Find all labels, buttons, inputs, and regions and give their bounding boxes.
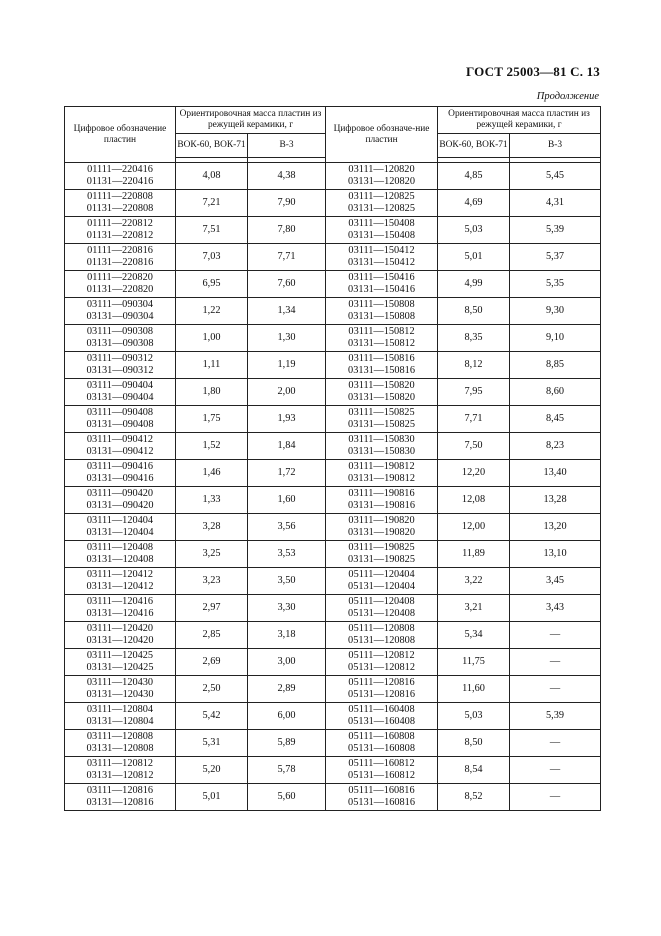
- insert-code: 03131—150825: [348, 419, 415, 430]
- code-cell-right: [326, 244, 438, 271]
- mass-vok-right: 12,08: [438, 487, 510, 514]
- code-cell-left: [65, 730, 176, 757]
- mass-v3-right: 9,10: [510, 325, 601, 352]
- code-cell-left: [65, 406, 176, 433]
- header-vok-right: ВОК-60, ВОК-71: [438, 134, 510, 158]
- insert-code: 05131—160408: [348, 716, 415, 727]
- mass-v3-left: 7,90: [248, 190, 326, 217]
- insert-code: 03111—120420: [86, 622, 154, 634]
- code-cell-left: [65, 487, 176, 514]
- mass-vok-right: 7,95: [438, 379, 510, 406]
- code-cell-right: [326, 325, 438, 352]
- mass-vok-right: 5,34: [438, 622, 510, 649]
- insert-code: 03111—150820: [348, 379, 415, 391]
- mass-vok-right: 4,69: [438, 190, 510, 217]
- insert-code: 03111—150408: [348, 217, 415, 229]
- table-row: [65, 730, 601, 757]
- mass-vok-left: 1,33: [176, 487, 248, 514]
- code-cell-right: [326, 433, 438, 460]
- insert-code: 03131—120804: [86, 716, 154, 727]
- insert-code: 03131—150808: [348, 311, 415, 322]
- insert-code: 03131—120412: [86, 581, 154, 592]
- insert-code: 03131—150416: [348, 284, 415, 295]
- code-cell-right: [326, 190, 438, 217]
- insert-code: 03131—150820: [348, 392, 415, 403]
- insert-code: 05131—160812: [348, 770, 415, 781]
- mass-vok-right: 5,03: [438, 217, 510, 244]
- insert-code: 05111—120408: [348, 595, 415, 607]
- code-cell-right: [326, 595, 438, 622]
- code-cell-left: [65, 757, 176, 784]
- mass-v3-right: —: [510, 622, 601, 649]
- mass-v3-right: 13,20: [510, 514, 601, 541]
- insert-code: 03131—150408: [348, 230, 415, 241]
- mass-v3-right: —: [510, 676, 601, 703]
- mass-vok-right: 7,50: [438, 433, 510, 460]
- table-row: [65, 217, 601, 244]
- code-cell-right: [326, 622, 438, 649]
- mass-v3-left: 5,78: [248, 757, 326, 784]
- header-v3-left: В-3: [248, 134, 326, 158]
- document-reference: ГОСТ 25003—81 С. 13: [466, 64, 600, 79]
- insert-code: 03131—190816: [348, 500, 415, 511]
- mass-vok-right: 8,50: [438, 298, 510, 325]
- mass-vok-right: 12,00: [438, 514, 510, 541]
- insert-code: 05111—160816: [348, 784, 415, 796]
- mass-v3-left: 4,38: [248, 163, 326, 190]
- insert-code: 03131—090420: [86, 500, 154, 511]
- mass-v3-right: 5,45: [510, 163, 601, 190]
- mass-vok-right: 12,20: [438, 460, 510, 487]
- insert-code: 03111—150412: [348, 244, 415, 256]
- code-cell-left: [65, 514, 176, 541]
- mass-vok-left: 1,11: [176, 352, 248, 379]
- insert-code: 03131—090404: [86, 392, 154, 403]
- code-cell-left: [65, 325, 176, 352]
- header-vok-left: ВОК-60, ВОК-71: [176, 134, 248, 158]
- mass-v3-right: 13,28: [510, 487, 601, 514]
- code-cell-right: [326, 649, 438, 676]
- mass-v3-left: 2,00: [248, 379, 326, 406]
- header-code-left: Цифровое обозначение пластин: [65, 107, 176, 163]
- mass-vok-right: 11,89: [438, 541, 510, 568]
- insert-code: 03111—120825: [348, 190, 415, 202]
- mass-v3-right: 13,40: [510, 460, 601, 487]
- mass-vok-right: 11,60: [438, 676, 510, 703]
- insert-code: 03111—190816: [348, 487, 415, 499]
- insert-code: 05111—120816: [348, 676, 415, 688]
- mass-v3-left: 1,30: [248, 325, 326, 352]
- mass-vok-right: 11,75: [438, 649, 510, 676]
- code-cell-right: [326, 352, 438, 379]
- mass-v3-right: —: [510, 730, 601, 757]
- code-cell-right: [326, 487, 438, 514]
- insert-code: 03131—090416: [86, 473, 154, 484]
- code-cell-right: [326, 757, 438, 784]
- insert-code: 03111—150830: [348, 433, 415, 445]
- mass-vok-right: 5,03: [438, 703, 510, 730]
- table-row: [65, 163, 601, 190]
- table-row: [65, 379, 601, 406]
- insert-code: 03111—090308: [86, 325, 154, 337]
- mass-v3-left: 1,93: [248, 406, 326, 433]
- mass-vok-right: 8,52: [438, 784, 510, 811]
- code-cell-right: [326, 784, 438, 811]
- mass-vok-right: 3,22: [438, 568, 510, 595]
- mass-vok-right: 5,01: [438, 244, 510, 271]
- insert-code: 05111—120404: [348, 568, 415, 580]
- mass-vok-left: 5,31: [176, 730, 248, 757]
- code-cell-right: [326, 298, 438, 325]
- insert-code: 05111—120812: [348, 649, 415, 661]
- code-cell-right: [326, 379, 438, 406]
- code-cell-left: [65, 271, 176, 298]
- mass-vok-left: 2,69: [176, 649, 248, 676]
- insert-code: 05131—120808: [348, 635, 415, 646]
- insert-code: 01131—220808: [86, 203, 154, 214]
- mass-v3-right: 3,43: [510, 595, 601, 622]
- insert-code: 03111—090404: [86, 379, 154, 391]
- insert-code: 03111—120812: [86, 757, 154, 769]
- table-row: [65, 487, 601, 514]
- mass-v3-right: 8,60: [510, 379, 601, 406]
- mass-v3-right: 9,30: [510, 298, 601, 325]
- insert-code: 05131—160808: [348, 743, 415, 754]
- header-mass-right: Ориентировочная масса пластин из режущей керамики, г: [438, 107, 601, 134]
- insert-code: 03111—090304: [86, 298, 154, 310]
- insert-code: 03111—090408: [86, 406, 154, 418]
- table-row: [65, 595, 601, 622]
- mass-vok-right: 8,35: [438, 325, 510, 352]
- mass-v3-right: 5,37: [510, 244, 601, 271]
- mass-v3-left: 5,89: [248, 730, 326, 757]
- mass-v3-left: 1,34: [248, 298, 326, 325]
- code-cell-right: [326, 514, 438, 541]
- mass-vok-left: 5,42: [176, 703, 248, 730]
- mass-v3-left: 3,50: [248, 568, 326, 595]
- code-cell-right: [326, 703, 438, 730]
- code-cell-left: [65, 568, 176, 595]
- insert-code: 03131—190825: [348, 554, 415, 565]
- insert-code: 03131—090312: [86, 365, 154, 376]
- insert-code: 03111—090312: [86, 352, 154, 364]
- table-row: [65, 541, 601, 568]
- insert-code: 03131—120425: [86, 662, 154, 673]
- insert-code: 03111—120820: [348, 163, 415, 175]
- insert-code: 03131—120808: [86, 743, 154, 754]
- insert-code: 03111—120404: [86, 514, 154, 526]
- header-mass-left: Ориентировочная масса пластин из режущей керамики, г: [176, 107, 326, 134]
- mass-v3-right: 3,45: [510, 568, 601, 595]
- insert-code: 03111—150808: [348, 298, 415, 310]
- insert-code: 03131—150830: [348, 446, 415, 457]
- mass-vok-left: 2,50: [176, 676, 248, 703]
- code-cell-right: [326, 676, 438, 703]
- mass-v3-left: 6,00: [248, 703, 326, 730]
- header-code-right: Цифровое обозначе-ние пластин: [326, 107, 438, 163]
- code-cell-right: [326, 730, 438, 757]
- insert-code: 03131—150412: [348, 257, 415, 268]
- code-cell-left: [65, 703, 176, 730]
- insert-code: 03131—120408: [86, 554, 154, 565]
- code-cell-right: [326, 217, 438, 244]
- mass-v3-left: 1,84: [248, 433, 326, 460]
- insert-code: 05111—120808: [348, 622, 415, 634]
- table-row: [65, 406, 601, 433]
- mass-vok-right: 8,12: [438, 352, 510, 379]
- insert-code: 03131—090408: [86, 419, 154, 430]
- mass-v3-left: 3,18: [248, 622, 326, 649]
- insert-code: 01131—220820: [86, 284, 154, 295]
- code-cell-left: [65, 190, 176, 217]
- code-cell-left: [65, 622, 176, 649]
- mass-v3-left: 5,60: [248, 784, 326, 811]
- insert-code: 01111—220812: [87, 217, 153, 229]
- insert-code: 03131—120825: [348, 203, 415, 214]
- mass-vok-left: 1,00: [176, 325, 248, 352]
- mass-vok-left: 1,52: [176, 433, 248, 460]
- mass-v3-left: 1,60: [248, 487, 326, 514]
- code-cell-left: [65, 352, 176, 379]
- table-row: [65, 460, 601, 487]
- mass-v3-right: 5,39: [510, 703, 601, 730]
- table-row: [65, 703, 601, 730]
- continuation-label: Продолжение: [536, 91, 599, 102]
- mass-vok-right: 4,99: [438, 271, 510, 298]
- code-cell-left: [65, 298, 176, 325]
- code-cell-right: [326, 271, 438, 298]
- table-row: [65, 622, 601, 649]
- mass-vok-right: 3,21: [438, 595, 510, 622]
- mass-vok-left: 1,46: [176, 460, 248, 487]
- insert-code: 01131—220416: [86, 176, 154, 187]
- insert-code: 03131—120430: [86, 689, 154, 700]
- mass-vok-left: 7,21: [176, 190, 248, 217]
- mass-vok-left: 6,95: [176, 271, 248, 298]
- mass-vok-right: 7,71: [438, 406, 510, 433]
- mass-v3-left: 3,00: [248, 649, 326, 676]
- insert-code: 01131—220812: [86, 230, 154, 241]
- mass-vok-left: 1,22: [176, 298, 248, 325]
- insert-code: 03111—120412: [86, 568, 154, 580]
- mass-vok-left: 5,20: [176, 757, 248, 784]
- code-cell-left: [65, 460, 176, 487]
- insert-code: 01111—220820: [87, 271, 153, 283]
- mass-v3-left: 7,80: [248, 217, 326, 244]
- mass-v3-left: 1,19: [248, 352, 326, 379]
- mass-v3-left: 2,89: [248, 676, 326, 703]
- table-row: [65, 433, 601, 460]
- insert-code: 05131—120816: [348, 689, 415, 700]
- code-cell-right: [326, 541, 438, 568]
- mass-vok-left: 2,97: [176, 595, 248, 622]
- insert-code: 03131—120420: [86, 635, 154, 646]
- insert-code: 03111—190820: [348, 514, 415, 526]
- code-cell-left: [65, 649, 176, 676]
- mass-vok-left: 3,23: [176, 568, 248, 595]
- mass-v3-right: —: [510, 757, 601, 784]
- insert-code: 05111—160812: [348, 757, 415, 769]
- mass-vok-left: 5,01: [176, 784, 248, 811]
- insert-code: 05111—160408: [348, 703, 415, 715]
- table-row: [65, 190, 601, 217]
- insert-code: 03131—120816: [86, 797, 154, 808]
- mass-v3-right: 4,31: [510, 190, 601, 217]
- insert-code: 03111—190825: [348, 541, 415, 553]
- mass-vok-left: 7,03: [176, 244, 248, 271]
- insert-code: 01111—220416: [87, 163, 153, 175]
- mass-v3-right: —: [510, 649, 601, 676]
- mass-vok-left: 2,85: [176, 622, 248, 649]
- table-row: [65, 325, 601, 352]
- insert-code: 03111—150812: [348, 325, 415, 337]
- table-row: [65, 649, 601, 676]
- table-row: [65, 244, 601, 271]
- mass-v3-left: 1,72: [248, 460, 326, 487]
- mass-v3-left: 3,30: [248, 595, 326, 622]
- insert-code: 03131—120820: [348, 176, 415, 187]
- insert-code: 03111—120430: [86, 676, 154, 688]
- code-cell-left: [65, 379, 176, 406]
- mass-v3-left: 3,53: [248, 541, 326, 568]
- mass-v3-left: 3,56: [248, 514, 326, 541]
- insert-code: 05111—160808: [348, 730, 415, 742]
- header-v3-right: В-3: [510, 134, 601, 158]
- insert-code: 03111—120816: [86, 784, 154, 796]
- code-cell-left: [65, 217, 176, 244]
- insert-code: 01131—220816: [86, 257, 154, 268]
- mass-vok-left: 4,08: [176, 163, 248, 190]
- code-cell-left: [65, 433, 176, 460]
- table-row: [65, 676, 601, 703]
- code-cell-left: [65, 784, 176, 811]
- insert-code: 05131—160816: [348, 797, 415, 808]
- code-cell-right: [326, 568, 438, 595]
- table-row: [65, 784, 601, 811]
- insert-code: 03111—120808: [86, 730, 154, 742]
- mass-v3-right: 8,23: [510, 433, 601, 460]
- code-cell-right: [326, 460, 438, 487]
- insert-code: 03131—190812: [348, 473, 415, 484]
- mass-vok-right: 4,85: [438, 163, 510, 190]
- code-cell-left: [65, 541, 176, 568]
- insert-code: 03131—150816: [348, 365, 415, 376]
- mass-vok-right: 8,54: [438, 757, 510, 784]
- insert-code: 05131—120408: [348, 608, 415, 619]
- insert-code: 05131—120404: [348, 581, 415, 592]
- insert-code: 03131—090304: [86, 311, 154, 322]
- insert-code: 03111—090416: [86, 460, 154, 472]
- insert-code: 03131—120416: [86, 608, 154, 619]
- mass-vok-left: 1,80: [176, 379, 248, 406]
- table-row: [65, 568, 601, 595]
- mass-v3-right: 5,39: [510, 217, 601, 244]
- code-cell-left: [65, 163, 176, 190]
- insert-code: 03131—090308: [86, 338, 154, 349]
- mass-vok-left: 7,51: [176, 217, 248, 244]
- mass-v3-left: 7,60: [248, 271, 326, 298]
- mass-v3-right: —: [510, 784, 601, 811]
- mass-v3-right: 8,85: [510, 352, 601, 379]
- mass-vok-left: 3,28: [176, 514, 248, 541]
- code-cell-left: [65, 676, 176, 703]
- mass-v3-right: 13,10: [510, 541, 601, 568]
- insert-code: 03131—120404: [86, 527, 154, 538]
- insert-code: 03131—120812: [86, 770, 154, 781]
- insert-code: 03131—150812: [348, 338, 415, 349]
- mass-v3-right: 8,45: [510, 406, 601, 433]
- insert-code: 03111—190812: [348, 460, 415, 472]
- insert-code: 03111—090412: [86, 433, 154, 445]
- code-cell-right: [326, 406, 438, 433]
- mass-vok-left: 3,25: [176, 541, 248, 568]
- insert-code: 03111—150816: [348, 352, 415, 364]
- table-row: [65, 298, 601, 325]
- mass-vok-left: 1,75: [176, 406, 248, 433]
- insert-code: 03111—120408: [86, 541, 154, 553]
- insert-code: 03111—090420: [86, 487, 154, 499]
- insert-mass-table: [64, 106, 601, 811]
- code-cell-left: [65, 595, 176, 622]
- code-cell-right: [326, 163, 438, 190]
- insert-code: 03131—190820: [348, 527, 415, 538]
- mass-v3-right: 5,35: [510, 271, 601, 298]
- table-row: [65, 514, 601, 541]
- mass-v3-left: 7,71: [248, 244, 326, 271]
- code-cell-left: [65, 244, 176, 271]
- insert-code: 03111—120416: [86, 595, 154, 607]
- insert-code: 03111—150825: [348, 406, 415, 418]
- table-row: [65, 271, 601, 298]
- table-row: [65, 352, 601, 379]
- table-row: [65, 757, 601, 784]
- insert-code: 03111—150416: [348, 271, 415, 283]
- insert-code: 03111—120425: [86, 649, 154, 661]
- insert-code: 05131—120812: [348, 662, 415, 673]
- insert-code: 01111—220808: [87, 190, 153, 202]
- insert-code: 01111—220816: [87, 244, 153, 256]
- insert-code: 03131—090412: [86, 446, 154, 457]
- insert-code: 03111—120804: [86, 703, 154, 715]
- table-body: [65, 163, 601, 811]
- mass-vok-right: 8,50: [438, 730, 510, 757]
